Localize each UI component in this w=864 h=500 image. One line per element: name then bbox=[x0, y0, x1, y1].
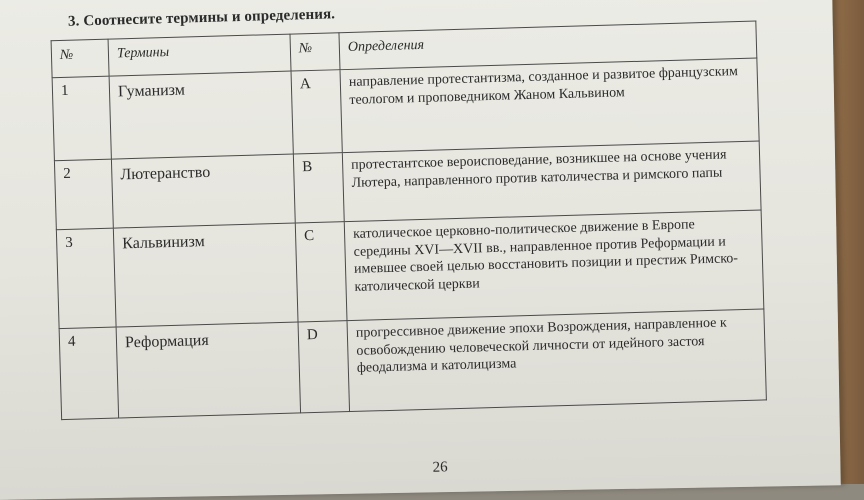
term-cell: Лютеранство bbox=[111, 154, 295, 228]
page-number: 26 bbox=[432, 459, 448, 476]
header-definitions: Определения bbox=[339, 21, 757, 70]
row-number: 3 bbox=[56, 228, 116, 329]
table-row bbox=[56, 210, 763, 329]
header-letter: № bbox=[290, 33, 340, 71]
letter-cell: C bbox=[295, 222, 347, 322]
term-cell: Реформация bbox=[116, 322, 300, 418]
definition-cell: направление протестантизма, созданное и развитое французским теологом и проповедником Жаном Кальвином bbox=[340, 58, 759, 153]
row-number: 2 bbox=[54, 159, 113, 230]
letter-cell: D bbox=[298, 321, 350, 413]
definition-cell: протестантское вероисповедание, возникшее на основе учения Лютера, направленного против католичества и римского папы bbox=[342, 141, 761, 222]
table-row bbox=[59, 309, 766, 420]
matching-table bbox=[51, 21, 767, 421]
definition-cell: прогрессивное движение эпохи Возрождения, направленное к освобождению человеческой личности от идейного застоя феодализма и католицизма bbox=[347, 309, 766, 412]
task-title: 3. Соотнесите термины и определения. bbox=[67, 6, 336, 30]
row-number: 4 bbox=[59, 327, 119, 420]
definition-cell: католическое церковно-политическое движение в Европе середины XVI—XVII вв., направленное против Реформации и имевшее своей целью восстановить позиции и престиж Римско-католической церкви bbox=[344, 210, 764, 321]
letter-cell: A bbox=[291, 70, 342, 154]
header-terms: Термины bbox=[108, 34, 291, 76]
row-number: 1 bbox=[52, 76, 111, 161]
term-cell: Кальвинизм bbox=[113, 223, 298, 327]
letter-cell: B bbox=[293, 153, 344, 223]
term-cell: Гуманизм bbox=[109, 71, 293, 159]
header-number: № bbox=[51, 39, 109, 78]
